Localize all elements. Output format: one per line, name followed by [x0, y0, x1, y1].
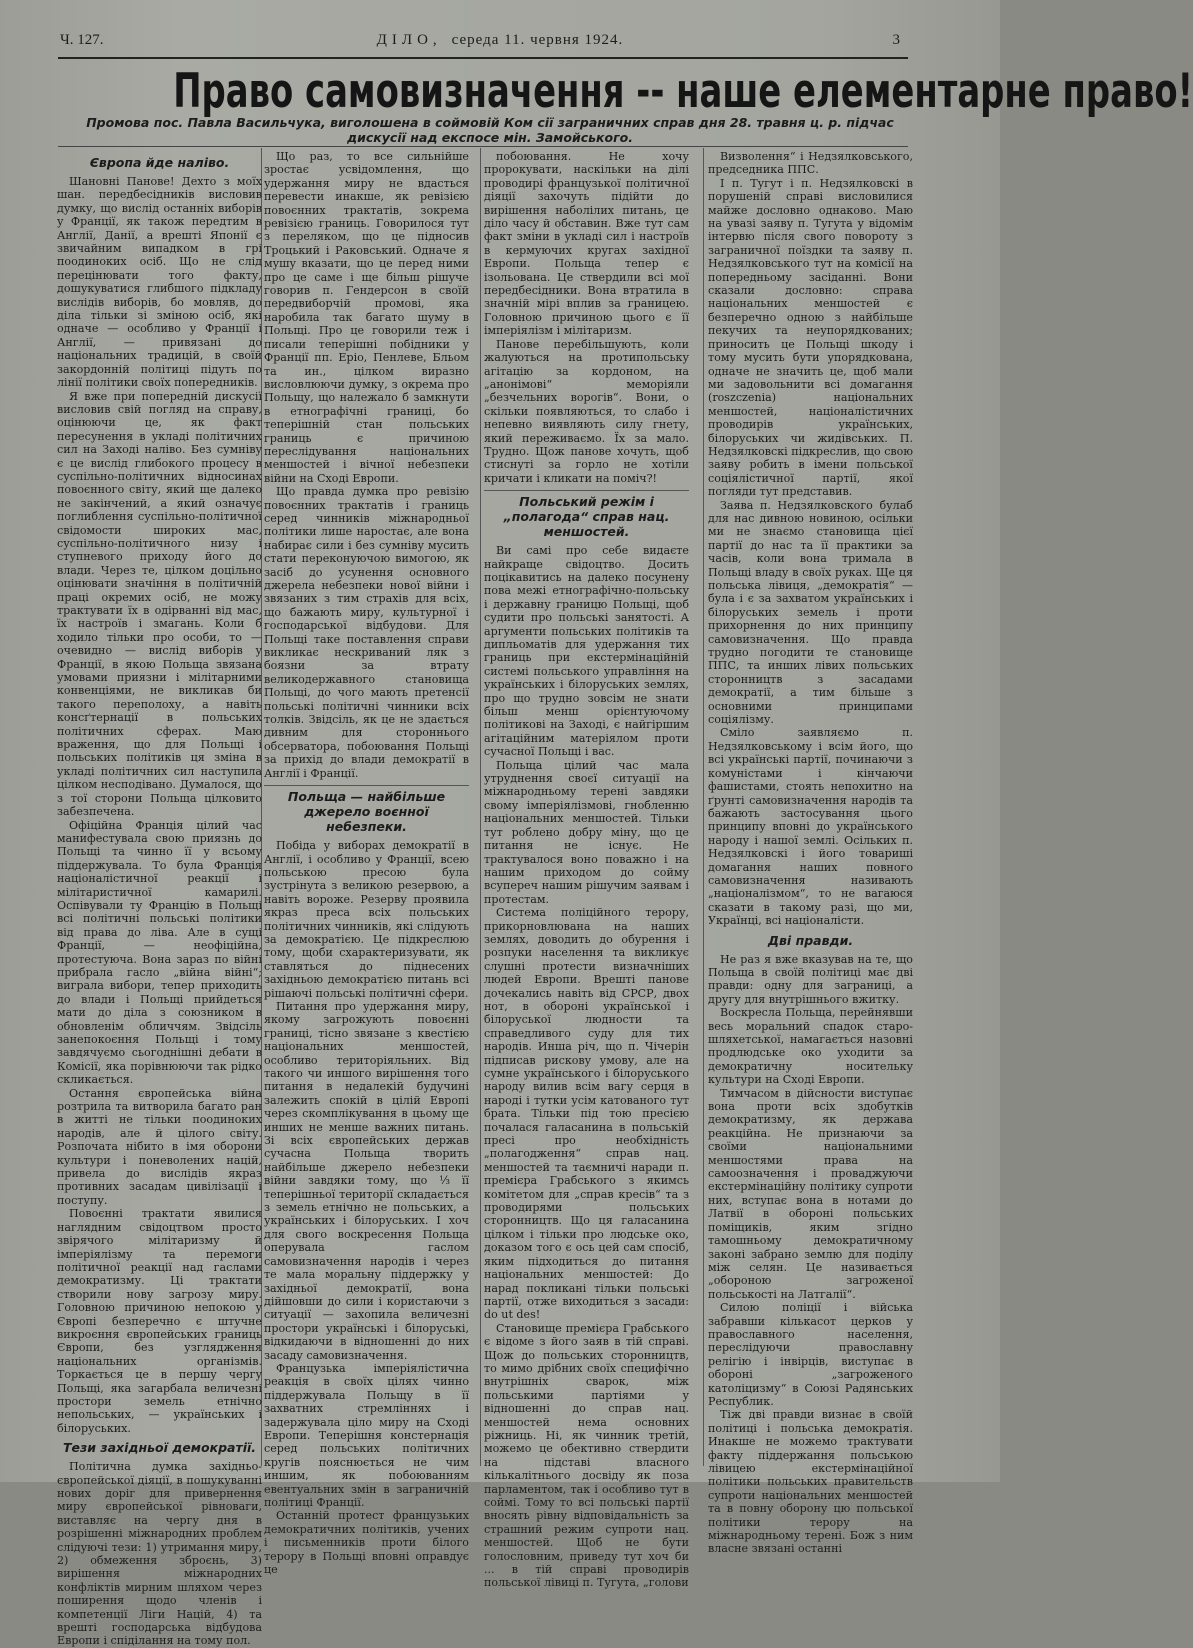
paragraph: Офіційна Франція цілий час манифестувала свою приязнь до Польщі та чинно її у всьому піддержувала. То була Франція націоналістичної реакції і мілітаристичної камарилі. Оспівували ту Францію в Польщі всі політичні польські політики від права до ліва. Але в сущі Франції, — неофіційна, протестуюча. Вона зараз по війні прибрала гасло „війна війні“; виграла вибори, тепер приходить до влади і Польщі прийдеться мати до діла з союзником в обновленім обличчям. Звідсіль занепокоєння Польщі і тому завдячуємо сьогоднішні дебати в Комісії, яка порівнюючи так рідко скликається. [57, 818, 262, 1087]
column-2 [264, 150, 469, 1577]
paragraph: Побіда у виборах демократії в Англії, і особливо у Франції, всею польською пресою була зустрінута з великою резервою, а навіть вороже. Резерву проявила якраз преса всіх польських політичних чинників, які слідують за демократією. Це підкреслюю тому, щоби схарактеризувати, як ставляться до піднесених західньою демократією питань всі рішаючі польські політичні сфери. [264, 839, 469, 1000]
headline: Право самовизначення -- наше елементарне право! [173, 64, 1193, 119]
paragraph: Я вже при попередній дискусії висловив свій погляд на справу, оцінюючи це, як факт пересунення в укладі політичних сил на Заході наліво. Без сумніву є це вислід глибокого процесу в суспільно-політичних відносинах повоєнного світу, який ще далеко не закінчений, а який означує поглиблення суспільно-політичної свідомости широких мас, суспільно-політичного низу і ступневого приходу його до влади. Через те, цілком доцільно оцінювати значіння в політичній праці окремих осіб, не можу трактувати їх в одірванні від мас, їх настроїв і змагань. Коли б ходило тільки про особи, то — очевидно — вислід виборів у Франції, в якою Польща звязана умовами приязни і мілітарними конвенціями, не викликав би такого переполоху, а навіть консґтернації в польських політичних сферах. Маю враження, що для Польщі і польських політиків ця зміна в укладі політичних сил наступила цілком несподівано. Думалося, що з тої сторони Польща цілковито забезпечена. [57, 389, 262, 819]
paragraph: побоювання. Не хочу пророкувати, наскільки на ділі проводирі французької політичної діяції захочуть підійти до вирішення наболілих питань, це діло часу й обставин. Вже тут сам факт зміни в укладі сил і настроїв в кермуючих кругах західної Европи. Польща тепер є ізольована. Це ствердили всі мої передбесідники. Вона втратила в значній мірі вплив за границею. Головною причиною цього є її імперіялізм і мілітаризм. [484, 150, 689, 338]
paragraph: Панове перебільшують, коли жалуються на протипольську агітацію за кордоном, на „анонімові“ меморіяли „безчельних ворогів“. Вони, о скільки появляються, то слабо і непевно виявляють силу гнету, який переживаємо. Їх за мало. Трудно. Щож панове хочуть, щоб стиснуті за горло не хотіли кричати і кликати на поміч?! [484, 337, 689, 485]
section-heading: Дві правди. [767, 932, 854, 948]
masthead-line [0, 32, 1000, 56]
issue-date: середа 11. червня 1924. [451, 32, 624, 48]
paragraph: Польща цілий час мала утруднення своєї ситуації на міжнародньому терені завдяки свому імперіялізмові, гнобленню національних меншостей. Тільки тут роблено добру міну, що це питання не існує. Не трактувалося воно поважно і на нашим приходом до сойму всупереч нашим рішучим заявам і протестам. [484, 758, 689, 906]
column-4 [708, 150, 913, 1556]
paragraph: Тимчасом в дійсности виступає вона проти всіх здобутків демократизму, як держава реакційна. Не признаючи за своїми національними меншостями права на самоозначення і проваджуючи екстермінаційну політику супроти них, вступає вона в нотами до Латвії в обороні польських поміщиків, яким згідно тамошньому демократичному законі забрано землю для поділу між селян. Це називається „обороною загроженої польськості на Латгалії“. [708, 1086, 913, 1301]
paragraph: Що раз, то все сильнійше зростає усвідомлення, що удержання миру не вдасться перевести инакше, як ревізією повоєнних трактатів, зокрема ревізією границь. Говорилося тут з переляком, що це підносив Троцький і Раковський. Одначе я мушу вказати, що це перед ними про це саме і ще більш рішуче говорив п. Гендерсон в своїй передвиборчій промові, яка наробила так багато шуму в Польщі. Про це говорили теж і писали теперішні побідники у Франції пп. Еріо, Пенлеве, Бльом та ин., цілком виразно висловлюючи думку, з окрема про Польщу, що належало б замкнути в етнографічні границі, бо теперішній стан польських границь є причиною переслідування національних меншостей і вічної небезпеки війни на Сході Европи. [264, 150, 469, 485]
subhead-rule [58, 146, 908, 147]
paragraph: Шановні Панове! Дехто з моїх шан. передбесідників висловив думку, що вислід останніх виборів у Франції, як також передтим в Англії, Данії, а врешті Японії є звичайним випадком в грі поодиноких осіб. Що не слід перецінювати того факту, дошукуватися глибшого підкладу вислідів виборів, бо мовляв, до діла тільки зі зміною осіб, які одначе — особливо у Франції і Англії, — привязані до національних традицій, в своїй закордонній політиці підуть по лінії політики своїх попередників. [57, 175, 262, 390]
paragraph: Що правда думка про ревізію повоєнних трактатів і границь серед чинників міжнародньої політики лише наростає, але вона набирає сили і без сумніву мусить стати переконуючою вимогою, як засіб до усунення основного джерела небезпеки нової війни і звязаних з тим страхів для всіх, що бажають миру, культурної і господарської відбудови. Для Польщі таке поставлення справи викликає нескриваний ляк з боязни за втрату великодержавного становища Польщі, до чого мають претенсії польські політичні чинники всіх толків. Звідсіль, як це не здається дивним для стороннього обсерватора, побоювання Польщі за прихід до влади демократії в Англії і Франції. [264, 485, 469, 780]
section-heading: Тези західньої демократії. [62, 1440, 257, 1456]
paragraph: Заява п. Недзялковского булаб для нас дивною новиною, осільки ми не знаємо становища цієї партії до нас та її практики за часів, коли вона тримала в Польщі владу в своїх руках. Ще ця польська лівиця, „демократія“ — була і є за захватом українських і білоруських земель і проти прихорнення до них принципу самовизначення. Що правда трудно погодити те становище ППС, та инших лівих польських сторонництв з засадами демократії, а тим більше з основними принципами соціялізму. [708, 498, 913, 727]
section-heading: Польський режім і „полагода“ справ нац. меншостей. [484, 490, 689, 539]
column-3 [484, 150, 689, 1590]
paragraph: Політична думка західньо-європейської діяції, в пошукуванні нових доріг для привернення миру європейської рівноваги, виставляє на чергу дня в розрішенні міжнародних проблем слідуючі тези: 1) утримання миру, 2) обмеження зброєнь, 3) вирішення міжнародних конфліктів мирним шляхом через поширення щодо членів і компетенції Ліги Націй, 4) та врешті господарська відбудова Европи і спіділання на тому пол. [57, 1460, 262, 1648]
column-divider [480, 148, 481, 1466]
paragraph: Тіж дві правди визнає в своїй політиці і польська демократія. Инакше не можемо трактувати факту піддержання польською лівицею екстермінаційної політики польських правительств супроти національних меншостей та в повну оборону цю польської політики терору на міжнародньому терені. Бож з ним власне звязані останні [708, 1408, 913, 1556]
top-rule [58, 57, 908, 59]
issue-number: Ч. 127. [60, 32, 104, 48]
paragraph: Не раз я вже вказував на те, що Польща в своїй політиці має дві правди: одну для заграниці, а другу для внутрішнього вжитку. [708, 952, 913, 1006]
paragraph: Воскресла Польща, перейнявши весь моральний спадок старо-шляхетської, намагається назовні продлюдське око уходити за демократичну носительку культури на Сході Европи. [708, 1006, 913, 1087]
column-divider [703, 148, 704, 1466]
paragraph: Питання про удержання миру, якому загрожують повоєнні границі, тісно звязане з квестією національних меншостей, особливо територіяльних. Від такого чи иншого вирішення того питання в недалекій будучині залежить спокій в цілій Европі через скомплікування в цьому ще инших не менше важних питань. Зі всіх європейських держав сучасна Польща творить найбільше джерело небезпеки війни завдяки тому, що ⅓ її теперішньої території складається з земель етнічно не польських, а українських і білоруських. І хоч для свого воскресення Польща оперувала гаслом самовизначення народів і через те мала моральну піддержку у західньої демократії, вона дійшовши до сили і користаючи з ситуації — захопила величезні простори українські і білоруські, відкидаючи в відношенні до них засаду самовизначення. [264, 999, 469, 1362]
column-1 [57, 150, 262, 1648]
paragraph: Система поліційного терору, прикорновлювана на наших землях, доводить до обурення і розпуки населення та викликує слушні протести визначніших людей Европи. Врешті панове дочекались навіть від СРСР, двох нот, в обороні української і білоруської людности та справедливого суду для тих народів. Инша річ, що п. Чічерін підписав рискову умову, але на сумне українського і білоруського народу вилив всім вагу серця в народі і тутки усім катованого тут брата. Тільки під тою пресією почалася галасанина в польській пресі про необхідність „полагодження“ справ нац. меншостей та таємничі наради п. премієра Грабського з якимсь комітетом для „справ кресів“ та з проводирями польських сторонництв. Що ця галасанина цілком і тільки про людське око, доказом того є ось цей сам спосіб, яким підходиться до питання національних меншостей: До нарад покликані тільки польські партії, отже виходиться з засади: do ut des! [484, 906, 689, 1322]
paper-name: ДІЛО, [376, 32, 442, 48]
page-number: 3 [892, 32, 900, 48]
paragraph: Становище премієра Грабського є відоме з його заяв в тій справі. Щож до польських сторонництв, то мимо дрібних своїх специфічно внутрішніх сварок, між польськими партіями у відношенні до справ нац. меншостей нема основних ріжниць. Ні, як чинник третій, можемо це обективно ствердити на підставі власного кількалітнього досвіду як поза парламентом, так і особливо тут в соймі. Тому то всі польські партії вносять рівну відповідальність за страшний режим супроти нац. меншостей. Щоб не бути голословним, приведу тут хоч би ... в тій справі проводирів польської лівиці п. Тугута, „голови [484, 1321, 689, 1590]
section-heading: Польща — найбільше джерело воєнної небезпеки. [264, 785, 469, 834]
paragraph: І п. Тугут і п. Недзялковскі в порушеній справі висловилися майже дословно однаково. Маю на увазі заяву п. Тугута у відомім інтервю після свого повороту з заграничної поїздки та заяву п. Недзялковського тут на комісії на попередньому засіданні. Вони сказали дословно: справа національних меншостей є безперечно одною з найбільше пекучих та неупорядкованих; приносить це Польщі шкоду і тому мусить бути упорядкована, одначе не значить це, щоб мали ми задовольнити всі домагання (roszczenia) національних меншостей, націоналістичних проводирів українських, білоруських чи жидівських. П. Недзялковскі підкреслив, що свою заяву робить в імени польської соціялістичної партії, якої погляди тут представив. [708, 176, 913, 499]
paragraph: Сміло заявляємо п. Недзялковському і всім його, що всі українські партії, починаючи з комуністами і кінчаючи фашистами, стоять непохитно на ґрунті самовизначення народів та бажають застосування цього принципу вповні до українського народу і нашої землі. Осільких п. Недзялковскі і його товариші домагання наших повного самовизначення називають „націоналізмом“, то не вагаюся сказати в такому разі, що ми, Українці, всі націоналісти. [708, 726, 913, 928]
subheadline: Промова пос. Павла Васильчука, виголошена в соймовій Ком сії заграничних справ дня 28. травня ц. р. підчас дискусії над експосе мін. Замойського. [86, 115, 894, 145]
paragraph: Французька імперіялістична реакція в своїх цілях чинно піддержувала Польщу в її захватних стремліннях і задержувала ціло миру на Сході Европи. Теперішня констернація серед польських політичних кругів пояснюється не чим иншим, як побоюванням евентуальних змін в заграничній політиці Франції. [264, 1361, 469, 1509]
paragraph: Ви самі про себе видаєте найкраще свідоцтво. Досить поцікавитись на далеко посунену пова межі етнографічно-польську і державну границю Польщі, щоб судити про польські занятості. А аргументи польських політиків та дипльоматів для удержання тих границь при екстермінаційній системі польського управління на українських і білоруських землях, про що трудно зовсім не знати більш менш орієнтуючому політикові на Заході, є найгіршим агітаційним матеріялом проти сучасної Польщі і вас. [484, 544, 689, 759]
paragraph: Силою поліції і війська забравши кількасот церков у православного населення, переслідуючи православну релігію і інвірців, виступає в обороні „загроженого католіцизму“ в Союзі Радянських Республик. [708, 1301, 913, 1408]
section-heading: Європа йде наліво. [89, 155, 230, 170]
paragraph: Останній протест французьких демократичних політиків, учених і письменників проти білого терору в Польщі вповні оправдує це [264, 1509, 469, 1577]
paragraph: Остання європейська війна розтрила та витворила багато ран в житті не тільки поодиноких народів, але й цілого світу. Розпочата нібито в імя оборони культури і поневолених націй, привела до вислідів якраз противних засадам цивілізації і поступу. [57, 1086, 262, 1207]
paragraph: Повоєнні трактати явилися наглядним свідоцтвом просто звірячого мілітаризму й імперіялізму та перемоги політичної реакції над гаслами демократизму. Ці трактати створили нову загрозу миру. Головною причиною непокою у Європі безперечно є штучне викроєння європейських границь Європи, без узглядження національних організмів. Торкається це в першу чергу Польщі, яка загарбала величезні простори земель етнічно непольських, — українських і білоруських. [57, 1207, 262, 1435]
paragraph: Визволення“ і Недзялковського, председника ППС. [708, 150, 913, 177]
